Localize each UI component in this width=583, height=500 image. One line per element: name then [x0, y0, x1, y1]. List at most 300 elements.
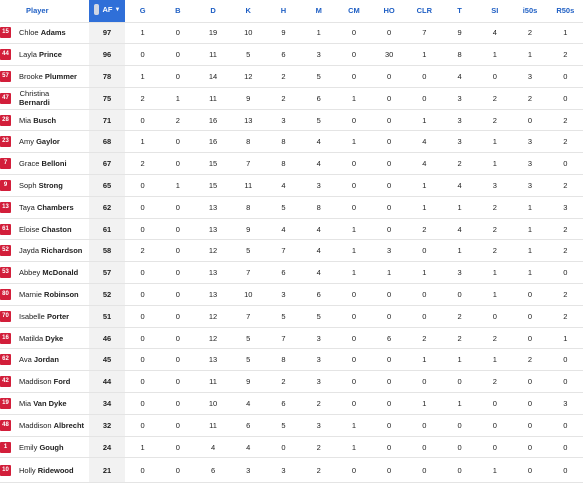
stat-k: 11	[231, 175, 266, 197]
player-last-name: Richardson	[41, 246, 83, 256]
stat-d: 4	[195, 436, 230, 458]
column-header-h[interactable]: H	[266, 0, 301, 22]
stat-d: 13	[195, 218, 230, 240]
stat-si: 2	[477, 371, 512, 393]
player-name[interactable]	[19, 72, 77, 81]
player-first-name: Emily	[19, 442, 38, 452]
player-first-name: Isabelle	[19, 311, 45, 321]
stat-h: 2	[266, 371, 301, 393]
stat-g: 2	[125, 87, 160, 109]
player-cell[interactable]	[0, 153, 89, 175]
player-name[interactable]	[19, 28, 66, 37]
stat-cm: 1	[336, 87, 371, 109]
stat-r50s: 0	[548, 349, 583, 371]
player-name[interactable]	[19, 50, 62, 59]
stat-si: 0	[477, 305, 512, 327]
stat-i50s: 2	[512, 349, 547, 371]
stat-t: 2	[442, 305, 477, 327]
column-header-m[interactable]: M	[301, 0, 336, 22]
stat-m: 5	[301, 305, 336, 327]
stat-i50s: 0	[512, 305, 547, 327]
stat-d: 19	[195, 22, 230, 44]
player-cell[interactable]	[0, 44, 89, 66]
stat-r50s: 2	[548, 305, 583, 327]
column-header-g[interactable]: G	[125, 0, 160, 22]
player-info	[0, 289, 89, 300]
player-cell[interactable]	[0, 87, 89, 109]
table-row[interactable]	[0, 436, 583, 458]
stat-r50s: 0	[548, 87, 583, 109]
stat-m: 2	[301, 458, 336, 483]
stat-t: 2	[442, 327, 477, 349]
player-name[interactable]	[19, 246, 82, 255]
player-cell[interactable]	[0, 262, 89, 284]
table-row[interactable]	[0, 131, 583, 153]
stat-k: 10	[231, 284, 266, 306]
player-info	[0, 465, 89, 476]
column-header-cm[interactable]: CM	[336, 0, 371, 22]
stat-k: 12	[231, 66, 266, 88]
table-row[interactable]	[0, 87, 583, 109]
player-info	[0, 333, 89, 344]
column-header-r50s[interactable]: R50s	[548, 0, 583, 22]
stat-ho: 0	[372, 458, 407, 483]
stat-d: 15	[195, 153, 230, 175]
player-cell[interactable]	[0, 175, 89, 197]
player-cell[interactable]	[0, 327, 89, 349]
table-row[interactable]	[0, 458, 583, 483]
table-row[interactable]	[0, 109, 583, 131]
player-first-name: Jayda	[19, 246, 40, 256]
player-cell[interactable]	[0, 109, 89, 131]
stat-af: 65	[89, 175, 125, 197]
table-row[interactable]	[0, 393, 583, 415]
player-first-name: Chloe	[19, 28, 39, 38]
stat-ho: 6	[372, 327, 407, 349]
player-first-name: Ava	[19, 355, 32, 365]
stat-cm: 0	[336, 66, 371, 88]
stat-si: 2	[477, 218, 512, 240]
stat-d: 11	[195, 414, 230, 436]
stat-cm: 0	[336, 393, 371, 415]
stat-si: 2	[477, 327, 512, 349]
player-name[interactable]	[19, 421, 84, 430]
player-last-name: Gaylor	[36, 137, 60, 147]
stat-h: 0	[266, 436, 301, 458]
stat-ho: 0	[372, 349, 407, 371]
guernsey-number-badge: 61	[0, 224, 11, 235]
stat-cm: 0	[336, 458, 371, 483]
stat-d: 12	[195, 240, 230, 262]
player-cell[interactable]	[0, 349, 89, 371]
player-name[interactable]	[19, 466, 74, 475]
stat-r50s: 2	[548, 44, 583, 66]
table-row[interactable]	[0, 22, 583, 44]
stat-i50s: 3	[512, 66, 547, 88]
stat-b: 0	[160, 414, 195, 436]
player-cell[interactable]	[0, 305, 89, 327]
guernsey-number-badge: 62	[0, 354, 11, 365]
stat-h: 3	[266, 284, 301, 306]
player-cell[interactable]	[0, 240, 89, 262]
stat-h: 4	[266, 218, 301, 240]
column-header-af[interactable]	[89, 0, 125, 22]
stat-m: 8	[301, 196, 336, 218]
stat-i50s: 1	[512, 218, 547, 240]
player-last-name: Ford	[53, 377, 71, 387]
stat-g: 0	[125, 175, 160, 197]
stat-af: 52	[89, 284, 125, 306]
guernsey-number-badge: 10	[0, 465, 11, 476]
column-header-b[interactable]: B	[160, 0, 195, 22]
player-last-name: Bernardi	[19, 98, 50, 108]
stat-si: 0	[477, 393, 512, 415]
stat-k: 9	[231, 218, 266, 240]
stat-g: 0	[125, 393, 160, 415]
stat-cm: 0	[336, 22, 371, 44]
stat-b: 0	[160, 196, 195, 218]
stat-t: 2	[442, 153, 477, 175]
stat-cm: 1	[336, 218, 371, 240]
player-name[interactable]	[19, 89, 50, 107]
stat-g: 0	[125, 44, 160, 66]
player-first-name: Marnie	[19, 289, 42, 299]
stat-d: 14	[195, 66, 230, 88]
stat-si: 2	[477, 196, 512, 218]
table-header-row	[0, 0, 583, 22]
player-info	[0, 311, 89, 322]
stat-cm: 0	[336, 305, 371, 327]
stat-si: 1	[477, 262, 512, 284]
player-last-name: Adams	[40, 28, 66, 38]
player-cell[interactable]	[0, 131, 89, 153]
stat-clr: 1	[407, 44, 442, 66]
stat-r50s: 0	[548, 262, 583, 284]
stat-af: 46	[89, 327, 125, 349]
stat-af: 34	[89, 393, 125, 415]
stat-clr: 0	[407, 87, 442, 109]
stat-h: 4	[266, 175, 301, 197]
player-cell[interactable]	[0, 22, 89, 44]
column-header-k[interactable]: K	[231, 0, 266, 22]
stat-k: 13	[231, 109, 266, 131]
stat-r50s: 1	[548, 327, 583, 349]
collapse-tab-icon[interactable]	[94, 4, 99, 15]
player-info	[0, 27, 89, 38]
player-first-name: Maddison	[19, 420, 52, 430]
player-last-name: Chaston	[41, 224, 72, 234]
stat-clr: 7	[407, 22, 442, 44]
stat-si: 1	[477, 153, 512, 175]
table-row[interactable]	[0, 349, 583, 371]
player-name[interactable]	[19, 268, 78, 277]
stat-r50s: 0	[548, 458, 583, 483]
stat-ho: 0	[372, 153, 407, 175]
stat-m: 2	[301, 393, 336, 415]
guernsey-number-badge: 28	[0, 115, 11, 126]
player-name[interactable]	[19, 443, 64, 452]
stat-clr: 1	[407, 349, 442, 371]
stat-h: 6	[266, 393, 301, 415]
stat-si: 4	[477, 22, 512, 44]
column-header-t[interactable]: T	[442, 0, 477, 22]
stat-b: 2	[160, 109, 195, 131]
player-name[interactable]	[19, 225, 72, 234]
table-row[interactable]	[0, 262, 583, 284]
player-cell[interactable]	[0, 284, 89, 306]
stat-r50s: 2	[548, 240, 583, 262]
stat-clr: 0	[407, 458, 442, 483]
stat-b: 0	[160, 66, 195, 88]
stat-k: 9	[231, 87, 266, 109]
stat-m: 4	[301, 240, 336, 262]
player-first-name: Soph	[19, 180, 37, 190]
player-last-name: Porter	[46, 311, 70, 321]
stat-af: 21	[89, 458, 125, 483]
player-info	[0, 115, 89, 126]
stat-clr: 0	[407, 414, 442, 436]
stat-m: 4	[301, 131, 336, 153]
player-last-name: Dyke	[45, 333, 64, 343]
stat-i50s: 1	[512, 44, 547, 66]
stat-ho: 0	[372, 218, 407, 240]
column-header-d[interactable]: D	[195, 0, 230, 22]
stat-af: 45	[89, 349, 125, 371]
stat-clr: 0	[407, 284, 442, 306]
table-row[interactable]	[0, 240, 583, 262]
table-row[interactable]	[0, 284, 583, 306]
stat-af: 62	[89, 196, 125, 218]
stat-g: 0	[125, 349, 160, 371]
stat-i50s: 0	[512, 414, 547, 436]
player-info	[0, 267, 89, 278]
player-name[interactable]	[19, 137, 60, 146]
stat-g: 2	[125, 153, 160, 175]
player-cell[interactable]	[0, 196, 89, 218]
stat-h: 7	[266, 240, 301, 262]
player-cell[interactable]	[0, 436, 89, 458]
stat-ho: 3	[372, 240, 407, 262]
guernsey-number-badge: 23	[0, 136, 11, 147]
stat-k: 7	[231, 153, 266, 175]
stat-g: 0	[125, 109, 160, 131]
stat-k: 4	[231, 393, 266, 415]
player-cell[interactable]	[0, 66, 89, 88]
stat-m: 4	[301, 262, 336, 284]
player-info	[0, 202, 89, 213]
stat-g: 0	[125, 327, 160, 349]
table-row[interactable]	[0, 44, 583, 66]
stat-k: 8	[231, 131, 266, 153]
guernsey-number-badge: 70	[0, 311, 11, 322]
stat-i50s: 0	[512, 109, 547, 131]
stat-g: 1	[125, 22, 160, 44]
stat-h: 8	[266, 153, 301, 175]
stat-cm: 0	[336, 175, 371, 197]
stat-h: 5	[266, 305, 301, 327]
table-body	[0, 22, 583, 483]
player-name[interactable]	[19, 159, 67, 168]
stat-d: 16	[195, 109, 230, 131]
stat-h: 3	[266, 458, 301, 483]
stat-d: 11	[195, 87, 230, 109]
player-cell[interactable]	[0, 218, 89, 240]
player-name[interactable]	[19, 399, 67, 408]
stat-k: 5	[231, 327, 266, 349]
stat-m: 2	[301, 436, 336, 458]
stat-af: 71	[89, 109, 125, 131]
stat-af: 68	[89, 131, 125, 153]
player-name[interactable]	[19, 377, 70, 386]
stat-ho: 0	[372, 175, 407, 197]
stat-clr: 1	[407, 262, 442, 284]
player-first-name: Layla	[19, 50, 37, 60]
table-row[interactable]	[0, 153, 583, 175]
stat-b: 1	[160, 87, 195, 109]
stat-cm: 0	[336, 349, 371, 371]
table-row[interactable]	[0, 371, 583, 393]
stat-k: 5	[231, 349, 266, 371]
player-name[interactable]	[19, 334, 63, 343]
stat-si: 1	[477, 131, 512, 153]
stat-ho: 1	[372, 262, 407, 284]
player-last-name: Strong	[38, 180, 63, 190]
player-name[interactable]	[19, 203, 74, 212]
stat-clr: 1	[407, 393, 442, 415]
player-info	[0, 136, 89, 147]
player-cell[interactable]	[0, 393, 89, 415]
stat-si: 0	[477, 66, 512, 88]
guernsey-number-badge: 80	[0, 289, 11, 300]
stat-m: 3	[301, 175, 336, 197]
stat-g: 2	[125, 240, 160, 262]
player-info	[0, 224, 89, 235]
stat-g: 1	[125, 131, 160, 153]
column-header-ho[interactable]: HO	[372, 0, 407, 22]
player-name[interactable]	[19, 312, 69, 321]
player-info	[0, 49, 89, 60]
stat-ho: 0	[372, 131, 407, 153]
guernsey-number-badge: 47	[0, 93, 11, 104]
stat-af: 75	[89, 87, 125, 109]
player-first-name: Maddison	[19, 377, 52, 387]
player-first-name: Amy	[19, 137, 34, 147]
stat-k: 5	[231, 240, 266, 262]
player-last-name: Gough	[39, 442, 64, 452]
stat-clr: 1	[407, 109, 442, 131]
stat-i50s: 0	[512, 371, 547, 393]
table-row[interactable]	[0, 196, 583, 218]
stat-r50s: 0	[548, 436, 583, 458]
player-info	[0, 398, 89, 409]
stat-si: 0	[477, 414, 512, 436]
stat-ho: 0	[372, 305, 407, 327]
column-header-clr[interactable]: CLR	[407, 0, 442, 22]
stat-cm: 1	[336, 131, 371, 153]
stat-r50s: 3	[548, 196, 583, 218]
player-last-name: Chambers	[36, 202, 74, 212]
player-name[interactable]	[19, 181, 63, 190]
table-row[interactable]	[0, 327, 583, 349]
player-last-name: McDonald	[42, 268, 79, 278]
player-first-name: Taya	[19, 202, 35, 212]
stat-h: 2	[266, 66, 301, 88]
stat-t: 1	[442, 196, 477, 218]
column-header-player[interactable]: Player	[0, 0, 89, 22]
stat-b: 0	[160, 458, 195, 483]
stat-b: 1	[160, 175, 195, 197]
table-row[interactable]	[0, 175, 583, 197]
stat-r50s: 3	[548, 393, 583, 415]
player-cell[interactable]	[0, 414, 89, 436]
table-row[interactable]	[0, 414, 583, 436]
stat-af: 67	[89, 153, 125, 175]
stat-ho: 0	[372, 284, 407, 306]
table-row[interactable]	[0, 218, 583, 240]
stat-d: 13	[195, 284, 230, 306]
player-cell[interactable]	[0, 458, 89, 483]
stat-cm: 1	[336, 414, 371, 436]
guernsey-number-badge: 53	[0, 267, 11, 278]
stat-i50s: 0	[512, 436, 547, 458]
stat-clr: 0	[407, 240, 442, 262]
stat-af: 58	[89, 240, 125, 262]
stat-af: 61	[89, 218, 125, 240]
column-header-si[interactable]: SI	[477, 0, 512, 22]
stat-b: 0	[160, 262, 195, 284]
stat-m: 3	[301, 371, 336, 393]
player-name[interactable]	[19, 355, 59, 364]
stat-d: 10	[195, 393, 230, 415]
guernsey-number-badge: 9	[0, 180, 11, 191]
player-name[interactable]	[19, 290, 79, 299]
stat-m: 6	[301, 284, 336, 306]
stat-cm: 1	[336, 436, 371, 458]
stat-k: 5	[231, 44, 266, 66]
stat-af: 51	[89, 305, 125, 327]
stat-t: 1	[442, 240, 477, 262]
stat-t: 0	[442, 414, 477, 436]
stat-r50s: 2	[548, 175, 583, 197]
table-row[interactable]	[0, 305, 583, 327]
stat-si: 3	[477, 175, 512, 197]
stat-r50s: 2	[548, 284, 583, 306]
player-first-name: Eloise	[19, 224, 40, 234]
stat-t: 1	[442, 393, 477, 415]
column-header-i50s[interactable]: i50s	[512, 0, 547, 22]
stat-b: 0	[160, 153, 195, 175]
stat-b: 0	[160, 218, 195, 240]
stat-k: 10	[231, 22, 266, 44]
player-info	[0, 376, 89, 387]
table-row[interactable]	[0, 66, 583, 88]
stat-af: 57	[89, 262, 125, 284]
player-cell[interactable]	[0, 371, 89, 393]
stat-r50s: 2	[548, 109, 583, 131]
stat-t: 3	[442, 87, 477, 109]
stat-t: 4	[442, 175, 477, 197]
stat-t: 3	[442, 262, 477, 284]
stat-h: 5	[266, 196, 301, 218]
stat-g: 0	[125, 218, 160, 240]
stat-i50s: 3	[512, 175, 547, 197]
stat-af: 24	[89, 436, 125, 458]
stat-t: 4	[442, 218, 477, 240]
player-name[interactable]	[19, 116, 56, 125]
stat-g: 0	[125, 196, 160, 218]
stat-m: 3	[301, 327, 336, 349]
stat-si: 2	[477, 109, 512, 131]
